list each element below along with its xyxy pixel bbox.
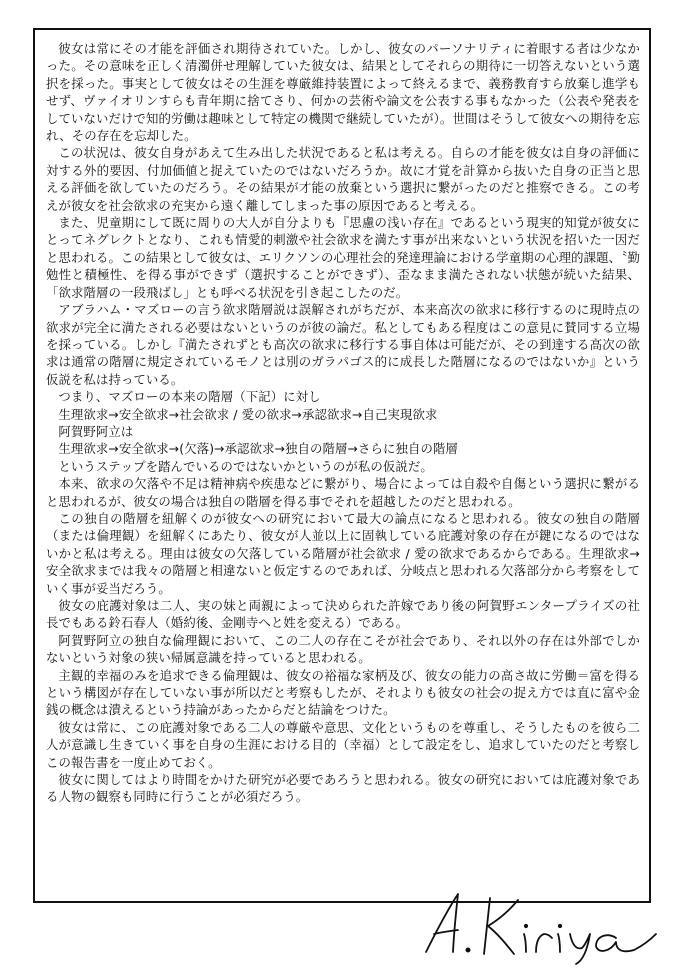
paragraph-maslow-hypothesis: アブラハム・マズローの言う欲求階層説は誤解されがちだが、本来高次の欲求に移行するのに現時点の欲求が完全に満たされる必要はないというのが彼の論だ。私としてもある程度はこの意見に賛同する立場を採っている。しかし『満たされずとも高次の欲求に移行する事自体は可能だが、その到達する高次の欲求は通常の階層に規定されているモノとは別のガラパゴス的に成長した階層になるのではないか』という仮説を私は持っている。 (46, 302, 640, 387)
hierarchy-standard: 生理欲求→安全欲求→社会欲求 / 愛の欲求→承認欲求→自己実現欲求 (58, 406, 438, 422)
paragraph-expectations: 彼女は常にその才能を評価され期待されていた。しかし、彼女のパーソナリティに着眼する者は少なかった。その意味を正しく清濁併せ理解していた彼女は、結果としてそれらの期待に一切答えないという選択を採った。事実として彼女はその生涯を尊厳維持装置によって終えるまで、義務教育すら放棄し進学もせず、ヴァイオリンすらも青年期に捨てさり、何かの芸術や論文を公表する事もなかった（公表や発表をしていないだけで知的労働は趣味として特定の機関で継続していたが）。世間はそうして彼女への期待を忘れ、その存在を忘却した。 (46, 41, 640, 144)
paragraph-self-made-situation: この状況は、彼女自身があえて生み出した状況であると私は考える。自らの才能を彼女は自身の評価に対する外的要因、付加価値と捉えていたのではないだろうか。故に才覚を計算から抜いた自身の正当と思える評価を欲していたのだろう。その結果が才能の放棄という選択に繋がったのだと推察できる。この考えが彼女を社会欲求の充実から遠く離してしまった事の原因であると考える。 (46, 145, 640, 213)
paragraph-conclusion: 彼女に関してはより時間をかけた研究が必要であろうと思われる。彼女の研究においては庇護対象である人物の観察も同時に行うことが必須だろう。 (46, 772, 640, 805)
hierarchy-subject: 生理欲求→安全欲求→(欠落)→承認欲求→独自の階層→さらに独自の階層 (58, 441, 458, 457)
signature-icon (420, 890, 660, 965)
paragraph-protected-persons: 彼女の庇護対象は二人、実の妹と両親によって決められた許嫁であり後の阿賀野エンタープライズの社長でもある鈴石春人（婚約後、金剛寺へと姓を変える）である。 (46, 598, 640, 631)
paragraph-deficiency: 本来、欲求の欠落や不足は精神病や疾患などに繋がり、場合によっては自殺や自傷という選択に繋がると思われるが、彼女の場合は独自の階層を得る事でそれを超越したのだと思われる。 (46, 476, 640, 509)
paragraph-step-hypothesis: というステップを踏んでいるのではないかというのが私の仮説だ。 (58, 458, 433, 474)
paragraph-maslow-intro: つまり、マズローの本来の階層（下記）に対し (58, 389, 321, 405)
report-body (46, 40, 640, 806)
paragraph-neglect: また、児童期にして既に周りの大人が自分よりも『思慮の浅い存在』であるという現実的知覚が彼女にとってネグレクトとなり、これも情愛的刺激や社会欲求を満たす事が出来ないという状況を招いた一因だと思われる。この結果として彼女は、エリクソンの心理社会的発達理論における学童期の心理的課題、〝勤勉性と積極性、を得る事ができず（選択することができず）、歪なまま満たされない状態が続いた結果、「欲求階層の一段飛ばし」とも呼べる状況を引き起こしたのだ。 (46, 215, 640, 300)
paragraph-purpose: 彼女は常に、この庇護対象である二人の尊厳や意思、文化というものを尊重し、そうしたものを彼ら二人が意識し生きていく事を自身の生涯における目的（幸福）として設定をし、追求していたのだと考察しこの報告書を一度止めておく。 (46, 719, 640, 770)
handwritten-signature (420, 890, 660, 965)
paragraph-subjective-happiness: 主観的幸福のみを追求できる倫理観は、彼女の裕福な家柄及び、彼女の能力の高さ故に労働＝富を得るという構図が存在していない事が所以だと考察もしたが、それよりも彼女の社会の捉え方では直に富や金銭の概念は潰えるという持論があったからだと結論をつけた。 (46, 667, 640, 718)
paragraph-unique-hierarchy: この独自の階層を紐解くのが彼女への研究において最大の論点になると思われる。彼女の独自の階層（または倫理観）を紐解くにあたり、彼女が人並以上に固執している庇護対象の存在が鍵になるのではないかと私は考える。理由は彼女の欠落している階層が社会欲求 / 愛の欲求であるからである。生理欲求→安全欲求までは我々の階層と相違ないと仮定するのであれば、分岐点と思われる欠落部分から考察をしていく事が妥当だろう。 (46, 510, 640, 596)
paragraph-belonging: 阿賀野阿立の独自な倫理観において、この二人の存在こそが社会であり、それ以外の存在は外部でしかないという対象の狭い帰属意識を持っていると思われる。 (46, 632, 640, 666)
subject-name-line: 阿賀野阿立は (58, 423, 134, 439)
